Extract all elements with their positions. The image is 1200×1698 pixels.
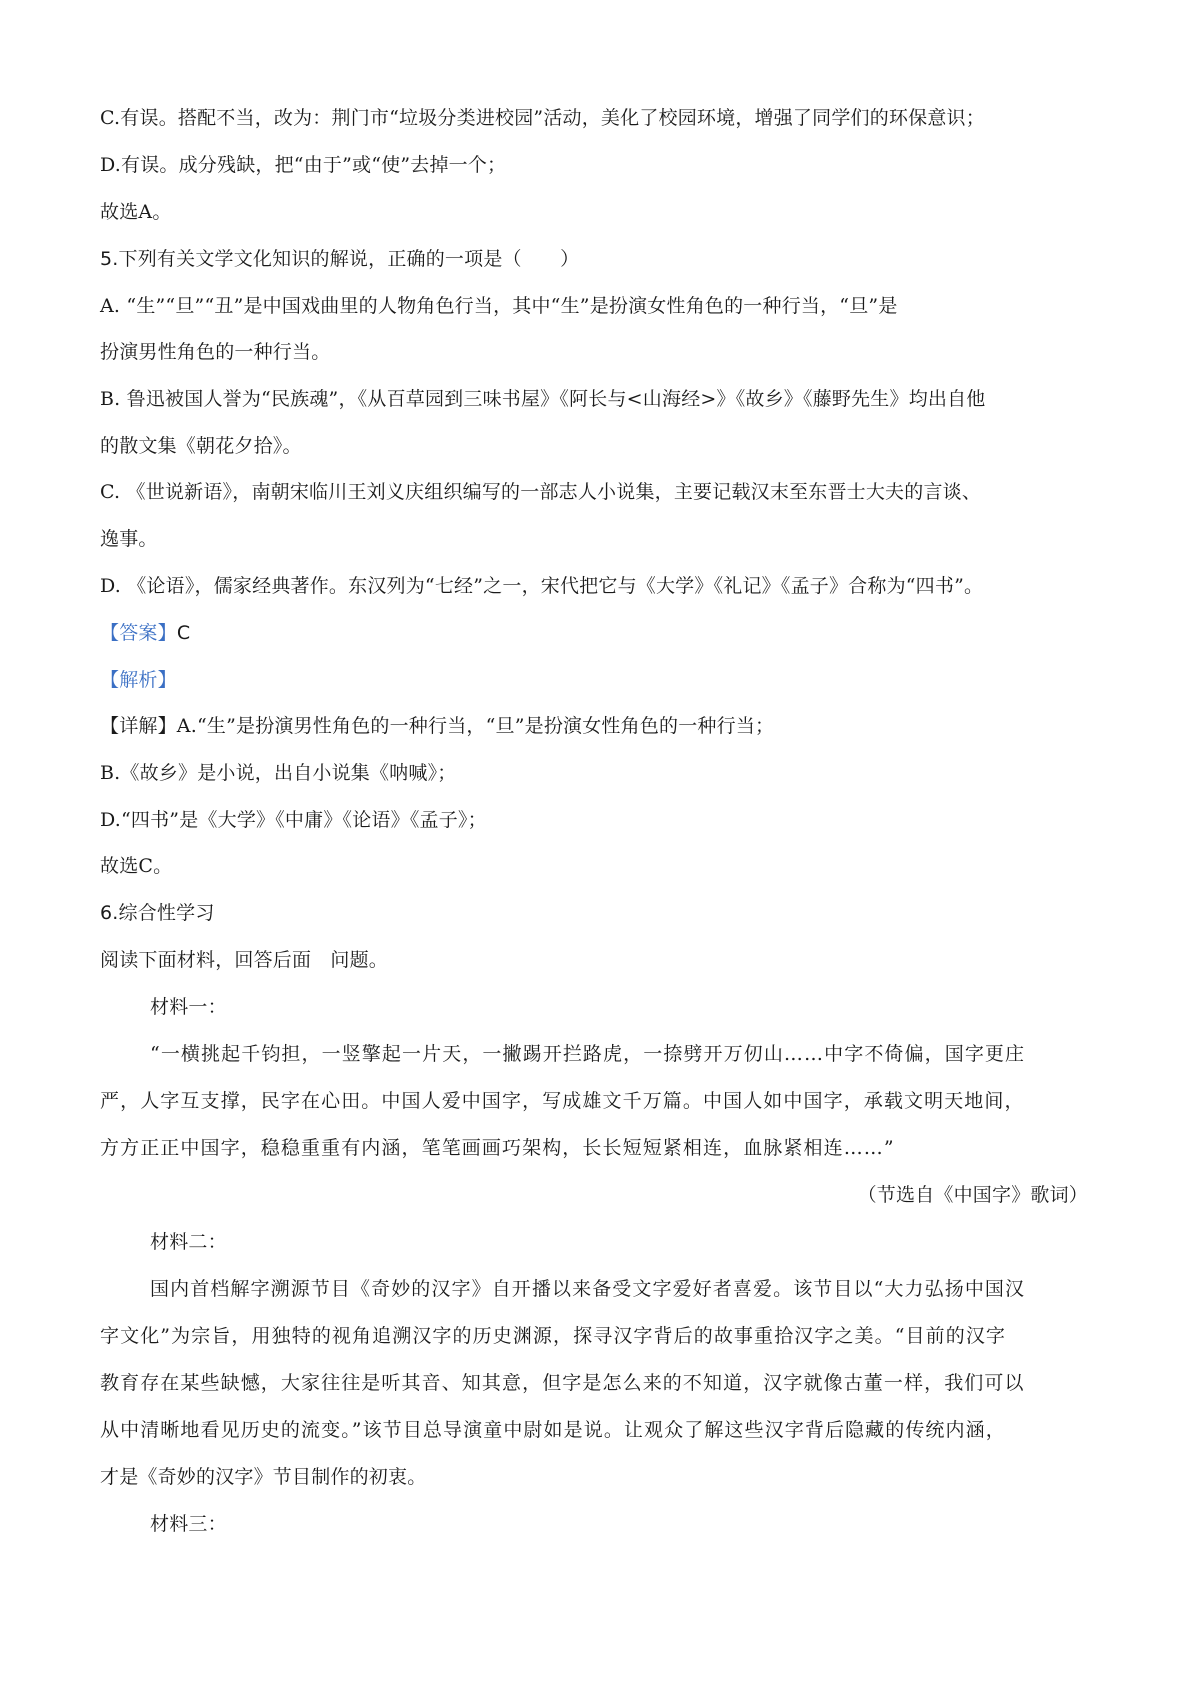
q5-answer: [100, 621, 190, 645]
answer-value: C: [176, 622, 191, 644]
q5-detail-line: 【详解】A.“生”是扮演男性角色的一种行当，“旦”是扮演女性角色的一种行当；: [100, 715, 775, 737]
q5-option-b-line2: 的散文集《朝花夕拾》。: [100, 435, 302, 457]
q4-option-c-explanation: C.有误。搭配不当，改为：荆门市“垃圾分类进校园”活动，美化了校园环境，增强了同学们的环保意识；: [100, 107, 985, 129]
q5-option-c-line2: 逸事。: [100, 528, 158, 550]
material2-line: 字文化”为宗旨，用独特的视角追溯汉字的历史渊源，探寻汉字背后的故事重拾汉字之美。“目前的汉字: [100, 1325, 1007, 1347]
q6-instruction: 阅读下面材料，回答后面 问题。: [100, 949, 389, 971]
q5-option-b-line1: B. 鲁迅被国人誉为“民族魂”，《从百草园到三味书屋》《阿长与<山海经>》《故乡》《藤野先生》均出自他: [100, 388, 986, 410]
q5-detail-line: 故选C。: [100, 855, 173, 877]
material2-label: 材料二：: [150, 1231, 227, 1253]
q5-option-a-line2: 扮演男性角色的一种行当。: [100, 341, 331, 363]
q5-option-a-line1: A. “生”“旦”“丑”是中国戏曲里的人物角色行当，其中“生”是扮演女性角色的一种行当，“旦”是: [100, 295, 898, 317]
answer-label: 【答案】: [100, 622, 177, 644]
q5-detail-line: D.“四书”是《大学》《中庸》《论语》《孟子》；: [100, 809, 487, 831]
q5-stem: 5.下列有关文学文化知识的解说，正确的一项是（ ）: [100, 248, 580, 270]
material2-line: 才是《奇妙的汉字》节目制作的初衷。: [100, 1466, 427, 1488]
material1-line: “一横挑起千钧担，一竖擎起一片天，一撇踢开拦路虎，一捺劈开万仞山……中字不倚偏，国字更庄: [150, 1043, 1026, 1065]
material2-line: 从中清晰地看见历史的流变。”该节目总导演童中尉如是说。让观众了解这些汉字背后隐藏的传统内涵，: [100, 1419, 1006, 1441]
q5-option-c-line1: C. 《世说新语》，南朝宋临川王刘义庆组织编写的一部志人小说集，主要记载汉末至东晋士大夫的言谈、: [100, 481, 982, 503]
q4-conclusion: 故选A。: [100, 201, 172, 223]
material2-line: 教育存在某些缺憾，大家往往是听其音、知其意，但字是怎么来的不知道，汉字就像古董一样，我们可以: [100, 1372, 1025, 1394]
material1-line: 方方正正中国字，稳稳重重有内涵，笔笔画画巧架构，长长短短紧相连，血脉紧相连……”: [100, 1137, 895, 1159]
analysis-label: 【解析】: [100, 669, 177, 691]
material1-line: 严，人字互支撑，民字在心田。中国人爱中国字，写成雄文千万篇。中国人如中国字，承载文明天地间，: [100, 1090, 1025, 1112]
q4-option-d-explanation: D.有误。成分残缺，把“由于”或“使”去掉一个；: [100, 154, 507, 176]
material1-label: 材料一：: [150, 996, 227, 1018]
q6-title: 6.综合性学习: [100, 902, 215, 924]
q5-detail-line: B.《故乡》是小说，出自小说集《呐喊》；: [100, 762, 457, 784]
material1-source: （节选自《中国字》歌词）: [857, 1184, 1088, 1206]
q5-option-d-line1: D. 《论语》，儒家经典著作。东汉列为“七经”之一，宋代把它与《大学》《礼记》《孟子》合称为“四书”。: [100, 575, 984, 597]
material2-line: 国内首档解字溯源节目《奇妙的汉字》自开播以来备受文字爱好者喜爱。该节目以“大力弘扬中国汉: [150, 1278, 1026, 1300]
material3-label: 材料三：: [150, 1513, 227, 1535]
